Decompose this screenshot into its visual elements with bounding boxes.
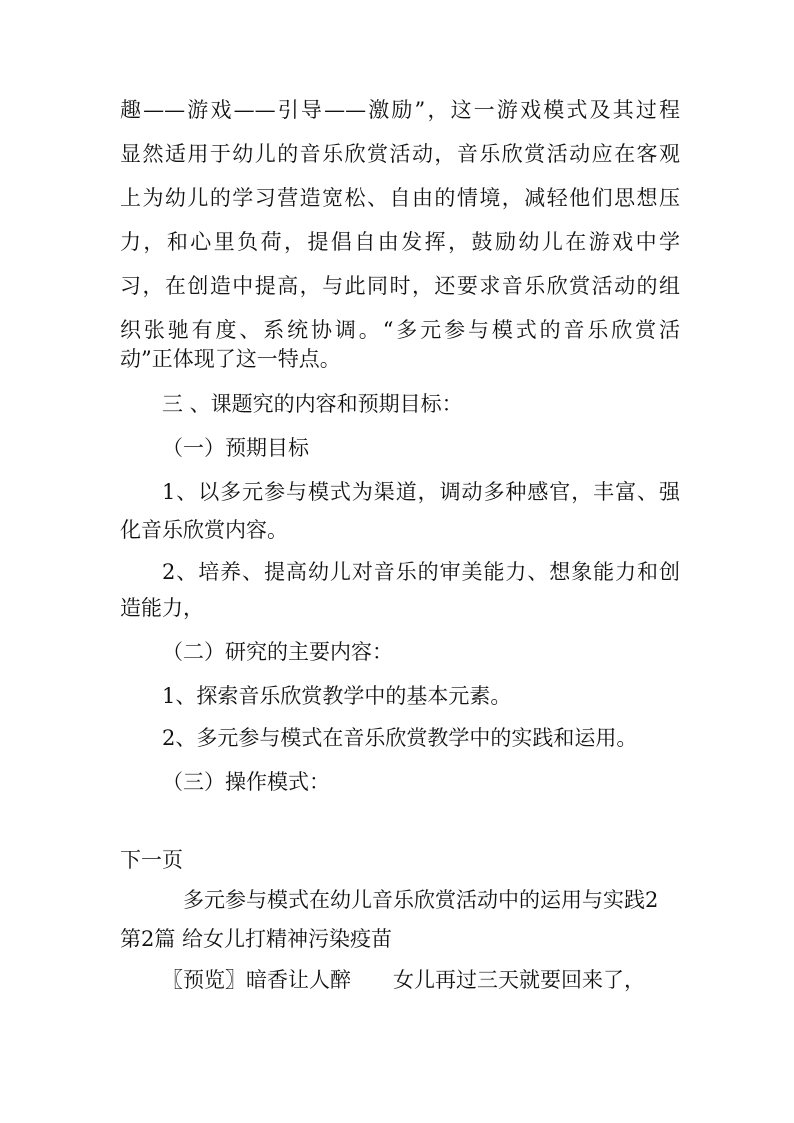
paragraph-line-5: 习，在创造中提高，与此同时，还要求音乐欣赏活动的组 — [120, 274, 680, 298]
subheading-operation-mode: （三）操作模式： — [162, 770, 330, 794]
paragraph-line-6: 织张驰有度、系统协调。“多元参与模式的音乐欣赏活 — [120, 318, 680, 342]
subheading-main-content: （二）研究的主要内容： — [162, 640, 393, 664]
paragraph-line-3: 上为幼儿的学习营造宽松、自由的情境，减轻他们思想压 — [120, 186, 680, 210]
content-item-2: 2、多元参与模式在音乐欣赏教学中的实践和运用。 — [162, 726, 638, 750]
goal-2-line-1: 2、培养、提高幼儿对音乐的审美能力、想象能力和创 — [162, 560, 680, 584]
paragraph-line-2: 显然适用于幼儿的音乐欣赏活动，音乐欣赏活动应在客观 — [120, 142, 680, 166]
next-page-link[interactable]: 下一页 — [120, 848, 183, 872]
article-2-title: 第2篇 给女儿打精神污染疫苗 — [120, 927, 393, 951]
section-heading-3: 三 、课题究的内容和预期目标： — [162, 392, 463, 416]
goal-1-line-1: 1、以多元参与模式为渠道，调动多种感官，丰富、强 — [162, 480, 680, 504]
paragraph-line-4: 力，和心里负荷，提倡自由发挥，鼓励幼儿在游戏中学 — [120, 230, 680, 254]
article-2-preview: 〖预览〗暗香让人醉 女儿再过三天就要回来了， — [162, 968, 645, 992]
paragraph-line-1: 趣——游戏——引导——激励”，这一游戏模式及其过程 — [120, 98, 680, 122]
goal-1-line-2: 化音乐欣赏内容。 — [120, 518, 288, 542]
goal-2-line-2: 造能力， — [120, 596, 204, 620]
content-item-1: 1、探索音乐欣赏教学中的基本元素。 — [162, 684, 512, 708]
paragraph-line-7: 动”正体现了这一特点。 — [120, 347, 341, 371]
subheading-expected-goals: （一）预期目标 — [162, 436, 309, 460]
article-title-link[interactable]: 多元参与模式在幼儿音乐欣赏活动中的运用与实践2 — [183, 888, 659, 912]
